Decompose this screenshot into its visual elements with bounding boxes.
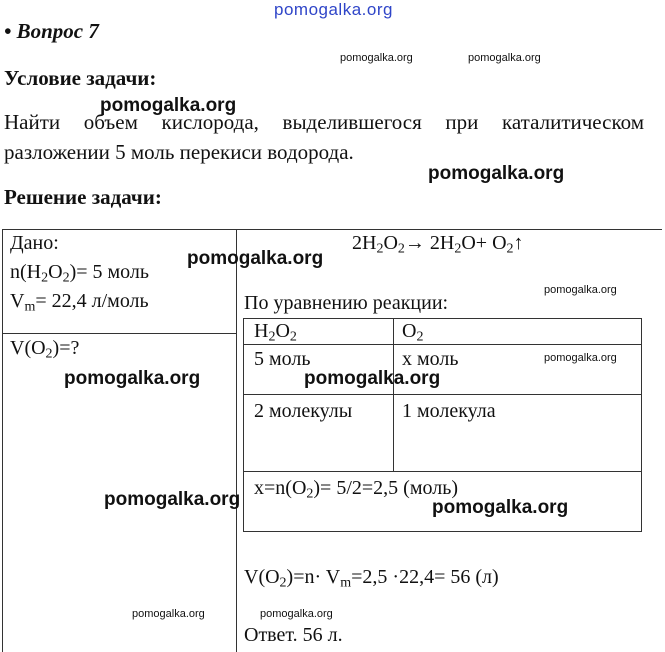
watermark-large: pomogalka.org xyxy=(187,248,324,269)
watermark-top: pomogalka.org xyxy=(274,0,393,19)
watermark-small: pomogalka.org xyxy=(544,284,617,296)
ratio-header-o2: $O_2$ xyxy=(402,320,424,345)
condition-line-1: Найти объем кислорода, выделившегося при каталитическом xyxy=(4,110,644,134)
condition-heading: Условие задачи: xyxy=(4,66,157,90)
condition-line-2: разложении 5 моль перекиси водорода. xyxy=(4,140,354,164)
volume-calculation: $V(O_2)=n\cdot V_m=2,5 \cdot 22,4= 56$ (л) xyxy=(244,566,499,591)
question-label xyxy=(4,19,99,44)
answer-text: Ответ. 56 л. xyxy=(244,624,343,646)
given-molar-volume: $V_m= 22,4$ л/моль xyxy=(10,290,149,315)
reaction-equation: $2H_2O_2\to 2H_2O+$ $O_2↑$ xyxy=(352,232,524,257)
question-bullet: • xyxy=(4,19,12,43)
watermark-small: pomogalka.org xyxy=(132,608,205,620)
watermark-large: pomogalka.org xyxy=(428,163,565,184)
given-label: Дано: xyxy=(10,232,59,254)
ratio-cell: 2 молекулы xyxy=(254,400,353,422)
ratio-cell: 5 моль xyxy=(254,348,311,370)
ratio-header-h2o2: $H_2O_2$ xyxy=(254,320,297,345)
x-calculation: $x=n(O_2)= 5/2=2,5$ (моль) xyxy=(254,477,458,502)
ratio-cell: 1 молекула xyxy=(402,400,496,422)
watermark-small: pomogalka.org xyxy=(468,52,541,64)
solution-heading: Решение задачи: xyxy=(4,185,162,209)
watermark-large: pomogalka.org xyxy=(432,497,569,518)
watermark-small: pomogalka.org xyxy=(260,608,333,620)
by-equation-label: По уравнению реакции: xyxy=(244,292,449,314)
find-volume: $V(O_2)=$? xyxy=(10,337,80,362)
watermark-large: pomogalka.org xyxy=(64,368,201,389)
watermark-small: pomogalka.org xyxy=(544,352,617,364)
watermark-large: pomogalka.org xyxy=(100,95,237,116)
watermark-small: pomogalka.org xyxy=(340,52,413,64)
given-amount: $n(H_2O_2)= 5$ моль xyxy=(10,261,149,286)
watermark-large: pomogalka.org xyxy=(104,489,241,510)
ratio-cell: x моль xyxy=(402,348,459,370)
question-number: Вопрос 7 xyxy=(16,19,99,43)
gas-arrow-icon: ↑ xyxy=(513,232,524,254)
watermark-large: pomogalka.org xyxy=(304,368,441,389)
